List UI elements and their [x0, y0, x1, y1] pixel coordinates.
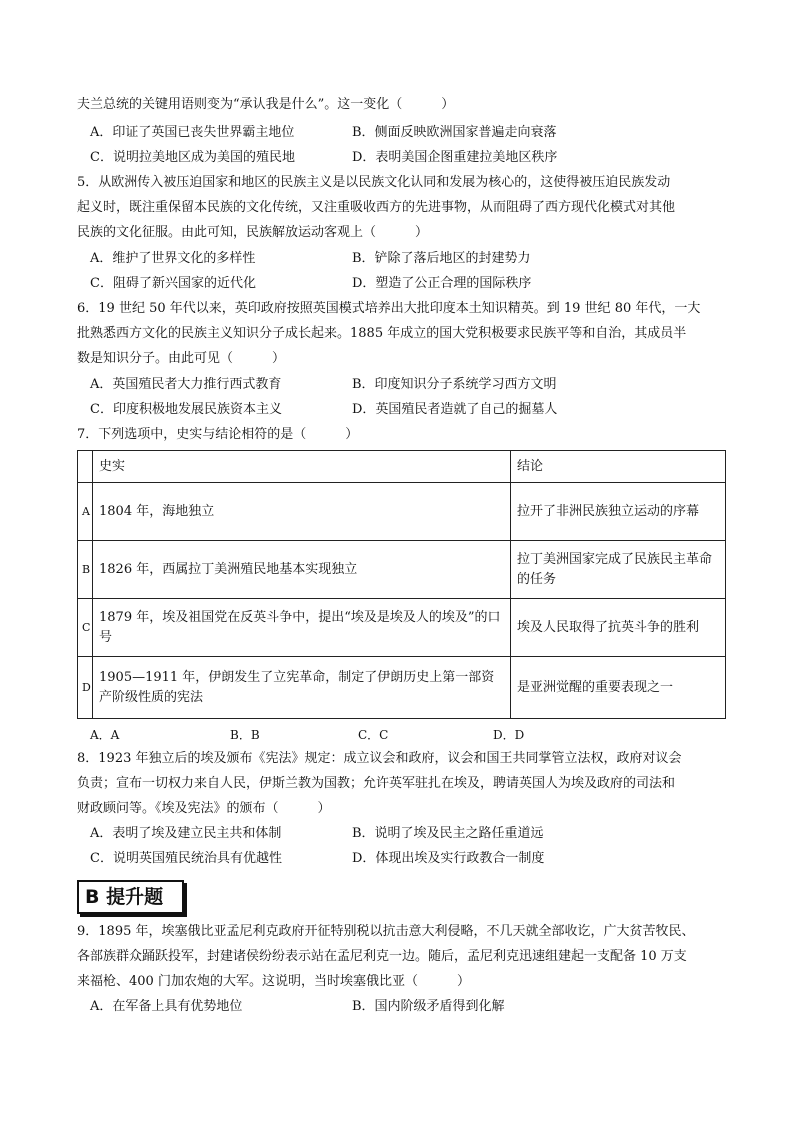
q5-option-c: C．阻碍了新兴国家的近代化	[90, 276, 256, 291]
q9-option-b: B．国内阶级矛盾得到化解	[352, 999, 505, 1014]
row-fact: 1804 年，海地独立	[93, 483, 511, 541]
q6-stem-line-1: 6．19 世纪 50 年代以来，英印政府按照英国模式培养出大批印度本土知识精英。到 19 世纪 80 年代，一大	[77, 301, 701, 316]
q5-option-d: D．塑造了公正合理的国际秩序	[352, 276, 532, 291]
q9-stem-line-1: 9．1895 年，埃塞俄比亚孟尼利克政府开征特别税以抗击意大利侵略，不几天就全部收讫，广大贫苦牧民、	[77, 924, 695, 939]
q9-stem-line-3: 来福枪、400 门加农炮的大军。这说明，当时埃塞俄比亚（ ）	[77, 974, 470, 989]
q6-option-d: D．英国殖民者造就了自己的掘墓人	[352, 402, 558, 417]
row-label: B	[78, 541, 93, 599]
q5-stem-line-2: 起义时，既注重保留本民族的文化传统，又注重吸收西方的先进事物，从而阻碍了西方现代化模式对其他	[77, 200, 676, 215]
q4-option-c: C．说明拉美地区成为美国的殖民地	[90, 150, 295, 165]
row-conclusion: 拉丁美洲国家完成了民族民主革命的任务	[511, 541, 726, 599]
q7-stem: 7．下列选项中，史实与结论相符的是（ ）	[77, 427, 359, 442]
row-fact: 1826 年，西属拉丁美洲殖民地基本实现独立	[93, 541, 511, 599]
row-conclusion: 拉开了非洲民族独立运动的序幕	[511, 483, 726, 541]
q8-option-c: C．说明英国殖民统治具有优越性	[90, 851, 282, 866]
q4-option-b: B．侧面反映欧洲国家普遍走向衰落	[352, 125, 557, 140]
q8-stem-line-3: 财政顾问等。《埃及宪法》的颁布（ ）	[77, 801, 331, 816]
table-header-blank	[78, 451, 93, 483]
row-fact: 1905—1911 年，伊朗发生了立宪革命，制定了伊朗历史上第一部资产阶级性质的宪法	[93, 657, 511, 719]
q6-option-a: A．英国殖民者大力推行西式教育	[90, 377, 282, 392]
table-row	[78, 599, 726, 657]
q6-stem-line-2: 批熟悉西方文化的民族主义知识分子成长起来。1885 年成立的国大党积极要求民族平等和自治，其成员半	[77, 326, 687, 341]
q9-stem-line-2: 各部族群众踊跃投军，封建诸侯纷纷表示站在孟尼利克一边。随后，孟尼利克迅速组建起一支配备 10 万支	[77, 949, 687, 964]
q5-stem-line-1: 5．从欧洲传入被压迫国家和地区的民族主义是以民族文化认同和发展为核心的，这使得被压迫民族发动	[77, 175, 671, 190]
q7-choice-c: C．C	[358, 728, 389, 742]
q4-stem-tail: 夫兰总统的关键用语则变为“承认我是什么”。这一变化（ ）	[77, 97, 455, 112]
q8-stem-line-1: 8．1923 年独立后的埃及颁布《宪法》规定：成立议会和政府，议会和国王共同掌管立法权，政府对议会	[77, 751, 682, 766]
table-row	[78, 541, 726, 599]
row-label: A	[78, 483, 93, 541]
q4-option-a: A．印证了英国已丧失世界霸主地位	[90, 125, 295, 140]
q6-option-c: C．印度积极地发展民族资本主义	[90, 402, 282, 417]
row-label: C	[78, 599, 93, 657]
q5-option-a: A．维护了世界文化的多样性	[90, 251, 256, 266]
q7-table	[77, 450, 726, 719]
q9-option-a: A．在军备上具有优势地位	[90, 999, 243, 1014]
row-conclusion: 是亚洲觉醒的重要表现之一	[511, 657, 726, 719]
q8-stem-line-2: 负责；宣布一切权力来自人民，伊斯兰教为国教；允许英军驻扎在埃及，聘请英国人为埃及政府的司法和	[77, 776, 676, 791]
table-header-fact: 史实	[93, 451, 511, 483]
q8-option-d: D．体现出埃及实行政教合一制度	[352, 851, 545, 866]
section-b-heading: B 提升题	[77, 880, 184, 914]
q4-option-d: D．表明美国企图重建拉美地区秩序	[352, 150, 558, 165]
table-header-row	[78, 451, 726, 483]
q8-option-a: A．表明了埃及建立民主共和体制	[90, 826, 282, 841]
q5-stem-line-3: 民族的文化征服。由此可知，民族解放运动客观上（ ）	[77, 225, 429, 240]
q6-option-b: B．印度知识分子系统学习西方文明	[352, 377, 557, 392]
q6-stem-line-3: 数是知识分子。由此可见（ ）	[77, 351, 286, 366]
row-label: D	[78, 657, 93, 719]
row-conclusion: 埃及人民取得了抗英斗争的胜利	[511, 599, 726, 657]
q5-option-b: B．铲除了落后地区的封建势力	[352, 251, 531, 266]
q7-choice-d: D．D	[493, 728, 525, 742]
q8-option-b: B．说明了埃及民主之路任重道远	[352, 826, 544, 841]
table-row	[78, 657, 726, 719]
row-fact: 1879 年，埃及祖国党在反英斗争中，提出“埃及是埃及人的埃及”的口号	[93, 599, 511, 657]
q7-choice-b: B．B	[230, 728, 260, 742]
q7-choice-a: A．A	[90, 728, 120, 742]
table-row	[78, 483, 726, 541]
table-header-conclusion: 结论	[511, 451, 726, 483]
